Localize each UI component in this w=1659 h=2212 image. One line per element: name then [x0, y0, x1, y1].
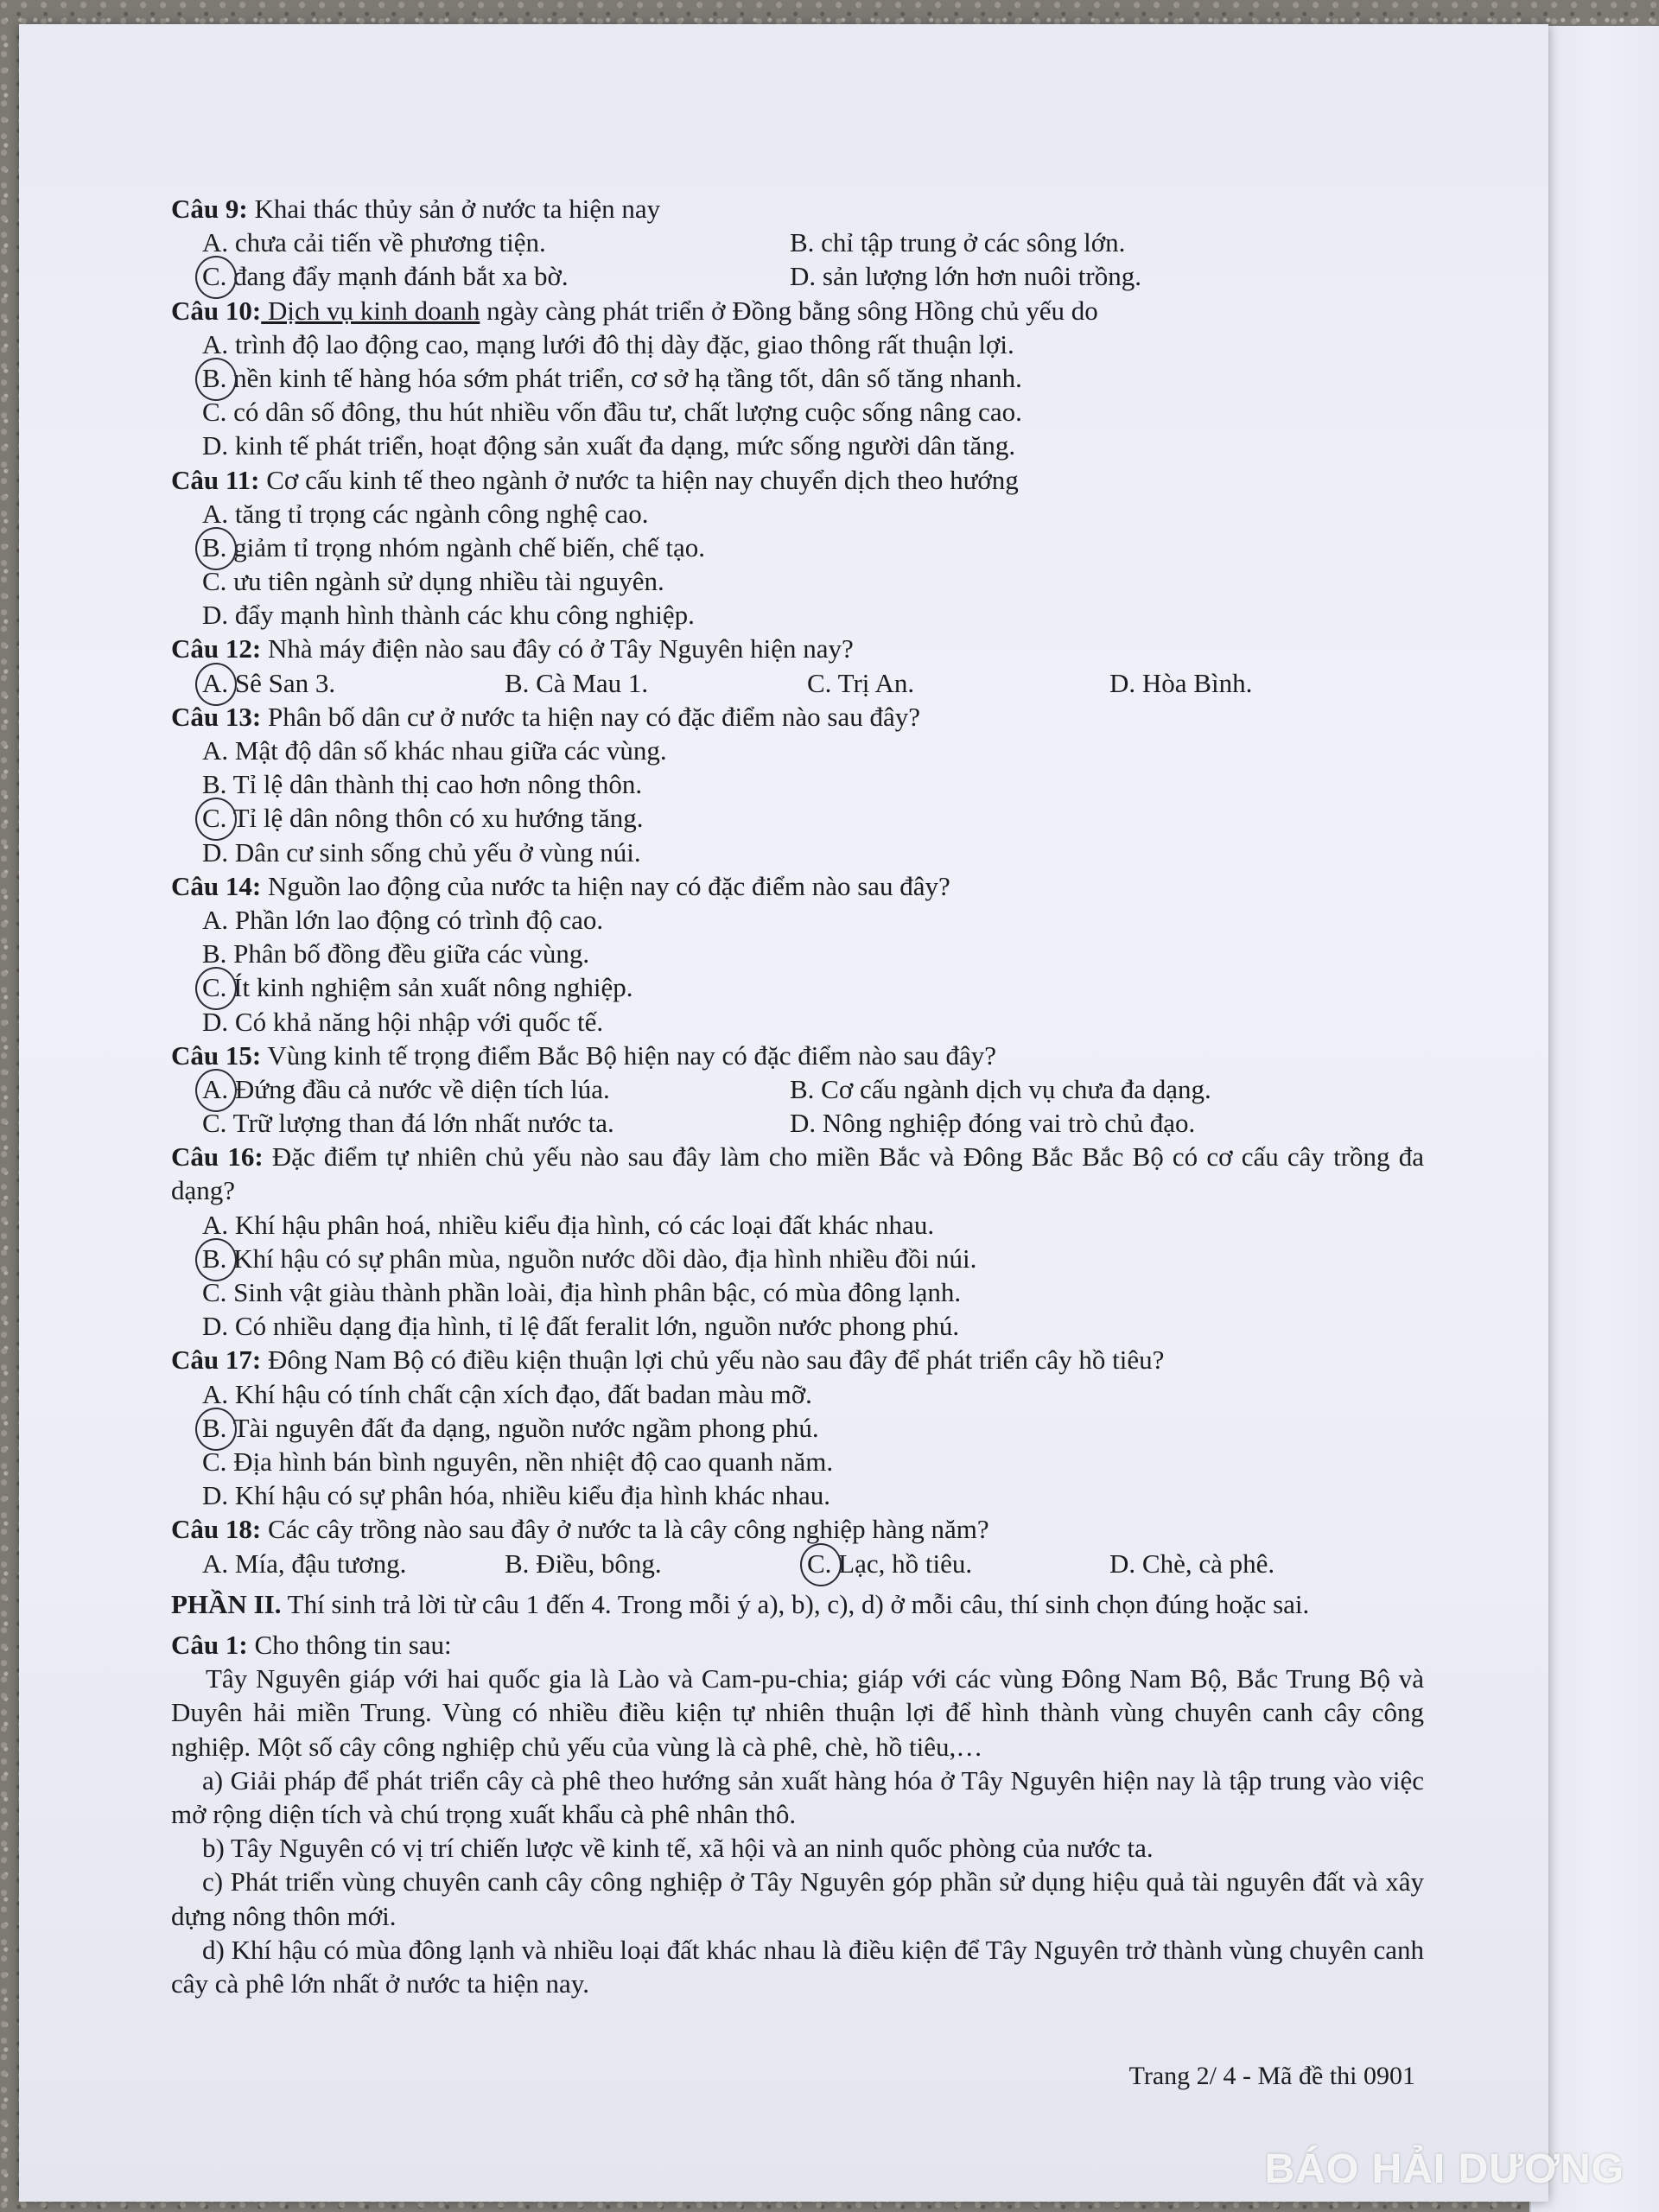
question-stem: Khai thác thủy sản ở nước ta hiện nay [247, 194, 661, 224]
option-c[interactable]: C. Trị An. [807, 667, 915, 698]
option-c[interactable]: C. ưu tiên ngành sử dụng nhiều tài nguyên. [202, 566, 664, 597]
question-label: Câu 12: [171, 633, 262, 664]
option-c[interactable]: C. có dân số đông, thu hút nhiều vốn đầu tư, chất lượng cuộc sống nâng cao. [202, 397, 1022, 428]
option-d[interactable]: D. Dân cư sinh sống chủ yếu ở vùng núi. [202, 836, 641, 868]
option-a[interactable]: A. Khí hậu phân hoá, nhiều kiểu địa hình, có các loại đất khác nhau. [202, 1209, 935, 1240]
option-a[interactable] [202, 1072, 790, 1106]
option-b[interactable] [171, 361, 1424, 395]
option-c[interactable]: C. Trữ lượng than đá lớn nhất nước ta. [202, 1108, 614, 1139]
part-2-heading [171, 1587, 1424, 1621]
options-row [171, 1547, 1424, 1580]
options-row [171, 226, 1424, 259]
option-c-text: C. Ít kinh nghiệm sản xuất nông nghiệp. [202, 972, 633, 1003]
question-12 [171, 632, 1424, 665]
part-instructions: Thí sinh trả lời từ câu 1 đến 4. Trong mỗi ý a), b), c), d) ở mỗi câu, thí sinh chọn đúng hoặc sai. [281, 1588, 1310, 1619]
option-b[interactable]: B. Cơ cấu ngành dịch vụ chưa đa dạng. [790, 1073, 1211, 1104]
question-13 [171, 700, 1424, 734]
option-a[interactable] [202, 666, 505, 700]
option-d[interactable]: D. Nông nghiệp đóng vai trò chủ đạo. [790, 1108, 1196, 1139]
option-b-text: B. giảm tỉ trọng nhóm ngành chế biến, chế tạo. [202, 531, 705, 563]
option-a[interactable]: A. tăng tỉ trọng các ngành công nghệ cao. [202, 498, 649, 529]
question-label: Câu 17: [171, 1344, 262, 1376]
statement-b[interactable]: b) Tây Nguyên có vị trí chiến lược về kinh tế, xã hội và an ninh quốc phòng của nước ta. [202, 1833, 1154, 1864]
option-d[interactable]: D. Có nhiều dạng địa hình, tỉ lệ đất feralit lớn, nguồn nước phong phú. [202, 1311, 960, 1342]
question-label: Câu 11: [171, 464, 260, 495]
option-d[interactable]: D. đẩy mạnh hình thành các khu công nghiệp. [202, 600, 695, 631]
question-label: Câu 16: [171, 1141, 264, 1173]
option-c-text: C. Tỉ lệ dân nông thôn có xu hướng tăng. [202, 803, 644, 834]
option-c-text: C. Lạc, hồ tiêu. [807, 1548, 973, 1579]
question-17 [171, 1343, 1424, 1376]
option-d[interactable]: D. Hòa Bình. [1109, 667, 1253, 698]
statement-c[interactable]: c) Phát triển vùng chuyên canh cây công nghiệp ở Tây Nguyên góp phần sử dụng hiệu quả tài nguyên đất và xây dựng nông thôn mới. [171, 1866, 1424, 1931]
question-stem: Cơ cấu kinh tế theo ngành ở nước ta hiện nay chuyển dịch theo hướng [259, 464, 1019, 495]
option-b[interactable]: B. Tỉ lệ dân thành thị cao hơn nông thôn. [202, 769, 643, 800]
option-b-text: B. nền kinh tế hàng hóa sớm phát triển, cơ sở hạ tầng tốt, dân số tăng nhanh. [202, 362, 1022, 393]
question-label: Câu 1: [171, 1629, 248, 1660]
question-label: Câu 18: [171, 1514, 262, 1545]
question-14 [171, 869, 1424, 903]
back-page [1529, 26, 1659, 2212]
question-15 [171, 1039, 1424, 1072]
statement-a[interactable]: a) Giải pháp để phát triển cây cà phê theo hướng sản xuất hàng hóa ở Tây Nguyên hiện nay là tập trung vào việc mở rộng diện tích và chú trọng xuất khẩu cà phê nhân thô. [171, 1764, 1424, 1829]
option-d[interactable]: D. kinh tế phát triển, hoạt động sản xuất đa dạng, mức sống người dân tăng. [202, 430, 1016, 461]
part-label: PHẦN II. [171, 1588, 282, 1619]
question-stem: Vùng kinh tế trọng điểm Bắc Bộ hiện nay có đặc điểm nào sau đây? [261, 1039, 997, 1071]
option-c[interactable]: C. Sinh vật giàu thành phần loài, địa hình phân bậc, có mùa đông lạnh. [202, 1277, 962, 1308]
options-row [171, 666, 1424, 700]
passage: Tây Nguyên giáp với hai quốc gia là Lào và Cam-pu-chia; giáp với các vùng Đông Nam Bộ, Bắc Trung Bộ và Duyên hải miền Trung. Vùng có nhiều điều kiện tự nhiên thuận lợi để hình thành vùng chuyên canh cây công nghiệp. Một số cây công nghiệp chủ yếu của vùng là cà phê, chè, hồ tiêu,… [171, 1663, 1424, 1762]
option-a[interactable]: A. Mía, đậu tương. [202, 1548, 407, 1579]
question-label: Câu 15: [171, 1039, 262, 1071]
question-18 [171, 1512, 1424, 1546]
option-c[interactable] [171, 970, 1424, 1004]
question-stem: Cho thông tin sau: [247, 1629, 452, 1660]
question-10 [171, 294, 1424, 327]
option-c[interactable] [807, 1547, 1109, 1580]
question-label: Câu 9: [171, 194, 248, 224]
option-c[interactable] [202, 259, 790, 293]
answer-circle-mark [800, 1543, 842, 1586]
question-16 [171, 1140, 1424, 1207]
option-a[interactable]: A. Khí hậu có tính chất cận xích đạo, đất badan màu mỡ. [202, 1378, 812, 1409]
option-a[interactable]: A. Mật độ dân số khác nhau giữa các vùng. [202, 735, 667, 766]
options-row [171, 259, 1424, 293]
option-b[interactable] [171, 1242, 1424, 1275]
option-d[interactable]: D. Chè, cà phê. [1109, 1548, 1275, 1579]
publisher-watermark: BÁO HẢI DƯƠNG [1264, 2146, 1624, 2192]
option-a[interactable]: A. trình độ lao động cao, mạng lưới đô thị dày đặc, giao thông rất thuận lợi. [202, 328, 1014, 359]
option-d[interactable]: D. Khí hậu có sự phân hóa, nhiều kiểu địa hình khác nhau. [202, 1480, 831, 1511]
option-c[interactable] [171, 801, 1424, 835]
question-11 [171, 463, 1424, 497]
question-stem: Phân bố dân cư ở nước ta hiện nay có đặc điểm nào sau đây? [261, 701, 920, 732]
question-stem: Các cây trồng nào sau đây ở nước ta là cây công nghiệp hàng năm? [261, 1514, 989, 1545]
exam-content [171, 192, 1424, 2000]
options-row [171, 1106, 1424, 1140]
question-stem: Đặc điểm tự nhiên chủ yếu nào sau đây làm cho miền Bắc và Đông Bắc Bắc Bộ có cơ cấu cây trồng đa dạng? [171, 1141, 1424, 1206]
question-label: Câu 10: [171, 295, 262, 326]
question-9 [171, 192, 1424, 226]
option-a[interactable]: A. Phần lớn lao động có trình độ cao. [202, 904, 604, 935]
option-a-text: A. Sê San 3. [202, 667, 336, 698]
option-d[interactable]: D. sản lượng lớn hơn nuôi trồng. [790, 261, 1141, 292]
question-stem: Đông Nam Bộ có điều kiện thuận lợi chủ yếu nào sau đây để phát triển cây hồ tiêu? [261, 1344, 1165, 1376]
option-a[interactable]: A. chưa cải tiến về phương tiện. [202, 227, 546, 258]
option-b[interactable]: B. Cà Mau 1. [505, 667, 649, 698]
part2-question-1 [171, 1628, 1424, 1662]
question-label: Câu 13: [171, 701, 262, 732]
question-label: Câu 14: [171, 870, 262, 901]
underlined-phrase: Dịch vụ kinh doanh [261, 295, 480, 326]
option-b-text: B. Tài nguyên đất đa dạng, nguồn nước ngầm phong phú. [202, 1412, 819, 1443]
question-stem: Nguồn lao động của nước ta hiện nay có đặc điểm nào sau đây? [261, 870, 950, 901]
options-row [171, 1072, 1424, 1106]
option-c[interactable]: C. Địa hình bán bình nguyên, nền nhiệt độ cao quanh năm. [202, 1446, 834, 1477]
option-a-text: A. Đứng đầu cả nước về diện tích lúa. [202, 1073, 610, 1104]
question-stem: Nhà máy điện nào sau đây có ở Tây Nguyên hiện nay? [261, 633, 854, 664]
option-b[interactable]: B. chỉ tập trung ở các sông lớn. [790, 227, 1126, 258]
option-b[interactable] [171, 1411, 1424, 1445]
option-c-text: C. đang đẩy mạnh đánh bắt xa bờ. [202, 261, 569, 292]
option-b[interactable]: B. Điều, bông. [505, 1548, 662, 1579]
option-b-text: B. Khí hậu có sự phân mùa, nguồn nước dồi dào, địa hình nhiều đồi núi. [202, 1243, 977, 1274]
statement-d[interactable]: d) Khí hậu có mùa đông lạnh và nhiều loại đất khác nhau là điều kiện để Tây Nguyên trở thành vùng chuyên canh cây cà phê lớn nhất ở nước ta hiện nay. [171, 1934, 1424, 1999]
option-d[interactable]: D. Có khả năng hội nhập với quốc tế. [202, 1006, 604, 1037]
option-b[interactable] [171, 531, 1424, 564]
option-b[interactable]: B. Phân bố đồng đều giữa các vùng. [202, 938, 590, 969]
page-footer: Trang 2/ 4 - Mã đề thi 0901 [1128, 2062, 1415, 2090]
question-stem: ngày càng phát triển ở Đồng bằng sông Hồng chủ yếu do [480, 295, 1098, 326]
